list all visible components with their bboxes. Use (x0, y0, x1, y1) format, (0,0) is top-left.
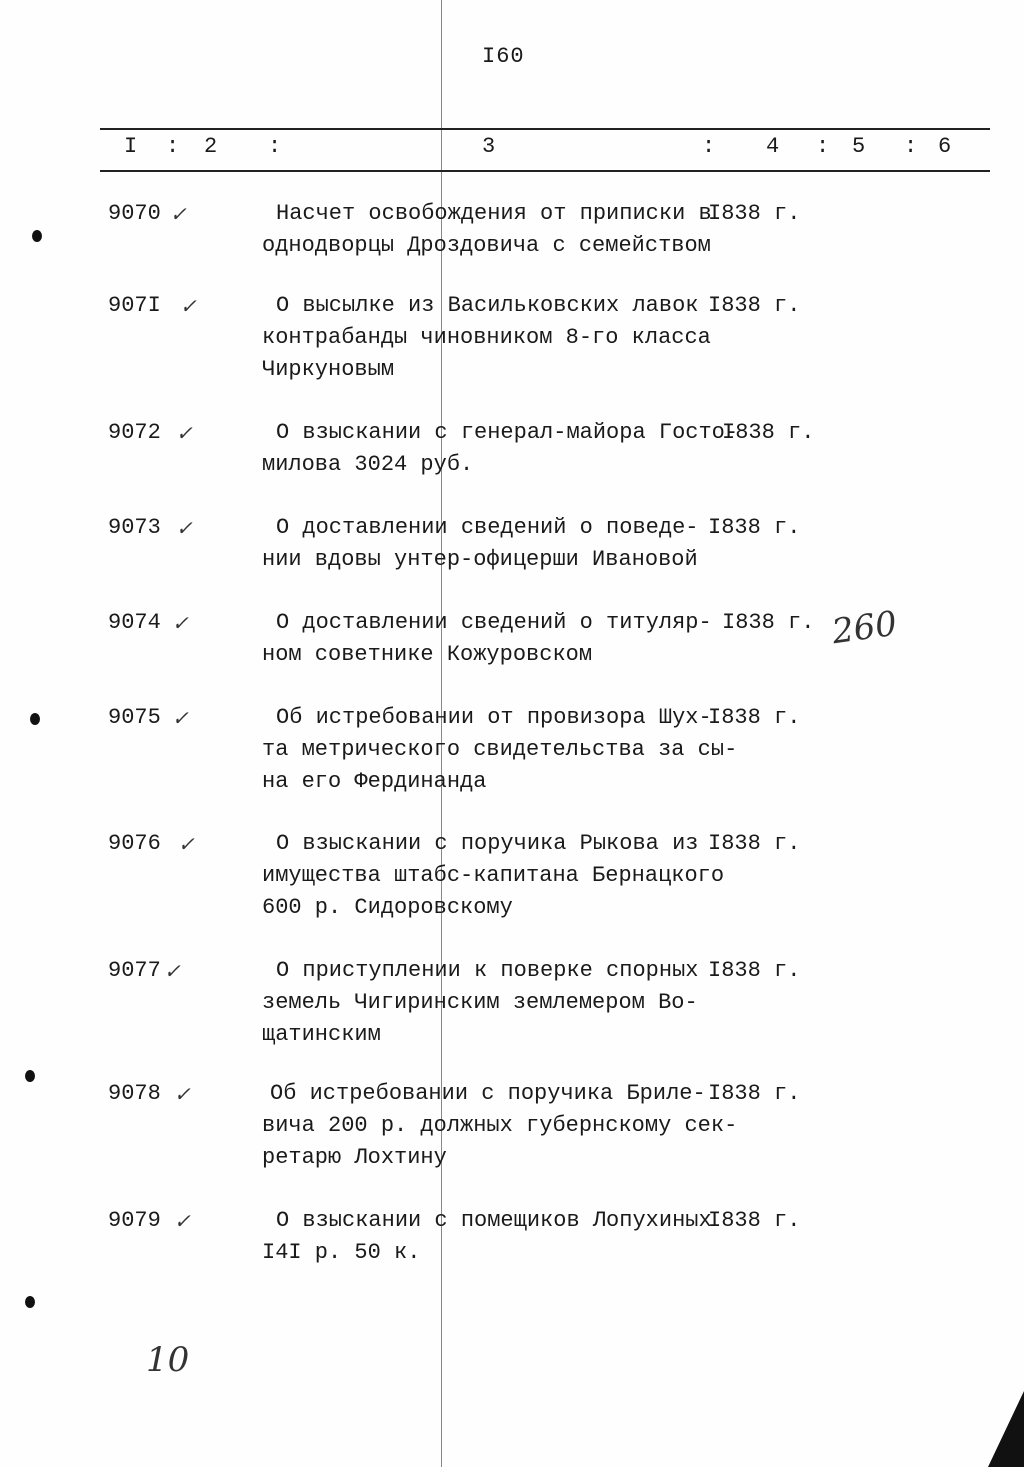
entry-title-line: земель Чигиринским землемером Во- (262, 990, 698, 1015)
entry-title-line: ном советнике Кожуровском (262, 642, 593, 667)
entry-year: I838 г. (722, 420, 815, 445)
checkmark-icon: ✓ (174, 1082, 191, 1106)
entry-number: 9075 (108, 705, 161, 730)
entry-title-line: О взыскании с помещиков Лопухиных (276, 1208, 712, 1233)
table-header (0, 134, 1024, 164)
entry-number: 9078 (108, 1081, 161, 1106)
entry-title (262, 417, 739, 481)
entry-year: I838 г. (708, 1208, 801, 1233)
bottom-handwritten-note: 10 (146, 1340, 190, 1380)
entry-number: 9073 (108, 515, 161, 540)
entry-title (262, 512, 722, 576)
entry-title (262, 828, 725, 924)
entry-title (262, 607, 722, 671)
checkmark-icon: ✓ (170, 202, 187, 226)
header-col-2: 2 (204, 134, 218, 159)
entry-title-line: вича 200 р. должных губернскому сек- (262, 1113, 738, 1138)
entry-title-line: Об истребовании с поручика Бриле- (270, 1081, 706, 1106)
entry-year: I838 г. (708, 958, 801, 983)
margin-handwritten-note: 260 (829, 603, 900, 653)
entry-title (262, 198, 722, 262)
entry-year: I838 г. (708, 201, 801, 226)
entry-title (262, 702, 738, 798)
entry-year: I838 г. (722, 610, 815, 635)
header-separator: : (702, 134, 716, 159)
entry-number: 9074 (108, 610, 161, 635)
entry-title-line: О взыскании с генерал-майора Госто- (276, 420, 739, 445)
checkmark-icon: ✓ (176, 421, 193, 445)
entry-title-line: Чиркуновым (262, 357, 395, 382)
entry-year: I838 г. (708, 705, 801, 730)
entry-year: I838 г. (708, 1081, 801, 1106)
entry-title-line: I4I р. 50 к. (262, 1240, 421, 1265)
checkmark-icon: ✓ (178, 832, 195, 856)
entry-year: I838 г. (708, 831, 801, 856)
header-col-5: 5 (852, 134, 866, 159)
punch-hole (25, 1296, 35, 1308)
entry-number: 9072 (108, 420, 161, 445)
entry-title-line: Насчет освобождения от приписки в (276, 201, 712, 226)
entry-number: 9077 (108, 958, 161, 983)
header-rule-bottom (100, 170, 990, 172)
entry-title-line: ретарю Лохтину (262, 1145, 447, 1170)
entry-title (262, 1205, 722, 1269)
entry-number: 9070 (108, 201, 161, 226)
entry-title (262, 290, 722, 386)
header-separator: : (268, 134, 282, 159)
entry-title-line: О высылке из Васильковских лавок (276, 293, 699, 318)
checkmark-icon: ✓ (172, 706, 189, 730)
header-rule-top (100, 128, 990, 130)
entry-title-line: О доставлении сведений о титуляр- (276, 610, 712, 635)
entry-number: 9079 (108, 1208, 161, 1233)
checkmark-icon: ✓ (174, 1209, 191, 1233)
checkmark-icon: ✓ (172, 611, 189, 635)
entry-title-line: 600 р. Сидоровскому (262, 895, 513, 920)
entry-title-line: щатинским (262, 1022, 381, 1047)
entry-number: 9076 (108, 831, 161, 856)
entry-title (262, 1078, 738, 1174)
entry-title-line: имущества штабс-капитана Бернацкого (262, 863, 725, 888)
entry-title-line: О приступлении к поверке спорных (276, 958, 699, 983)
header-col-4: 4 (766, 134, 780, 159)
header-separator: : (166, 134, 180, 159)
entry-title-line: нии вдовы унтер-офицерши Ивановой (262, 547, 698, 572)
header-separator: : (816, 134, 830, 159)
checkmark-icon: ✓ (180, 294, 197, 318)
entry-title-line: О доставлении сведений о поведе- (276, 515, 699, 540)
punch-hole (25, 1070, 35, 1082)
entry-year: I838 г. (708, 293, 801, 318)
scan-corner (988, 1391, 1024, 1467)
punch-hole (30, 713, 40, 725)
header-separator: : (904, 134, 918, 159)
entry-title-line: та метрического свидетельства за сы- (262, 737, 738, 762)
header-col-6: 6 (938, 134, 952, 159)
punch-hole (32, 230, 42, 242)
entry-number: 907I (108, 293, 161, 318)
header-col-1: I (124, 134, 138, 159)
checkmark-icon: ✓ (164, 959, 181, 983)
entry-title-line: Об истребовании от провизора Шух- (276, 705, 712, 730)
entry-title (262, 955, 722, 1051)
header-col-3: 3 (482, 134, 496, 159)
entry-title-line: на его Фердинанда (262, 769, 487, 794)
checkmark-icon: ✓ (176, 516, 193, 540)
entry-title-line: О взыскании с поручика Рыкова из (276, 831, 699, 856)
entry-title-line: контрабанды чиновником 8-го класса (262, 325, 711, 350)
entry-title-line: однодворцы Дроздовича с семейством (262, 233, 711, 258)
entry-title-line: милова 3024 руб. (262, 452, 474, 477)
page-number: I60 (482, 44, 525, 69)
entry-year: I838 г. (708, 515, 801, 540)
